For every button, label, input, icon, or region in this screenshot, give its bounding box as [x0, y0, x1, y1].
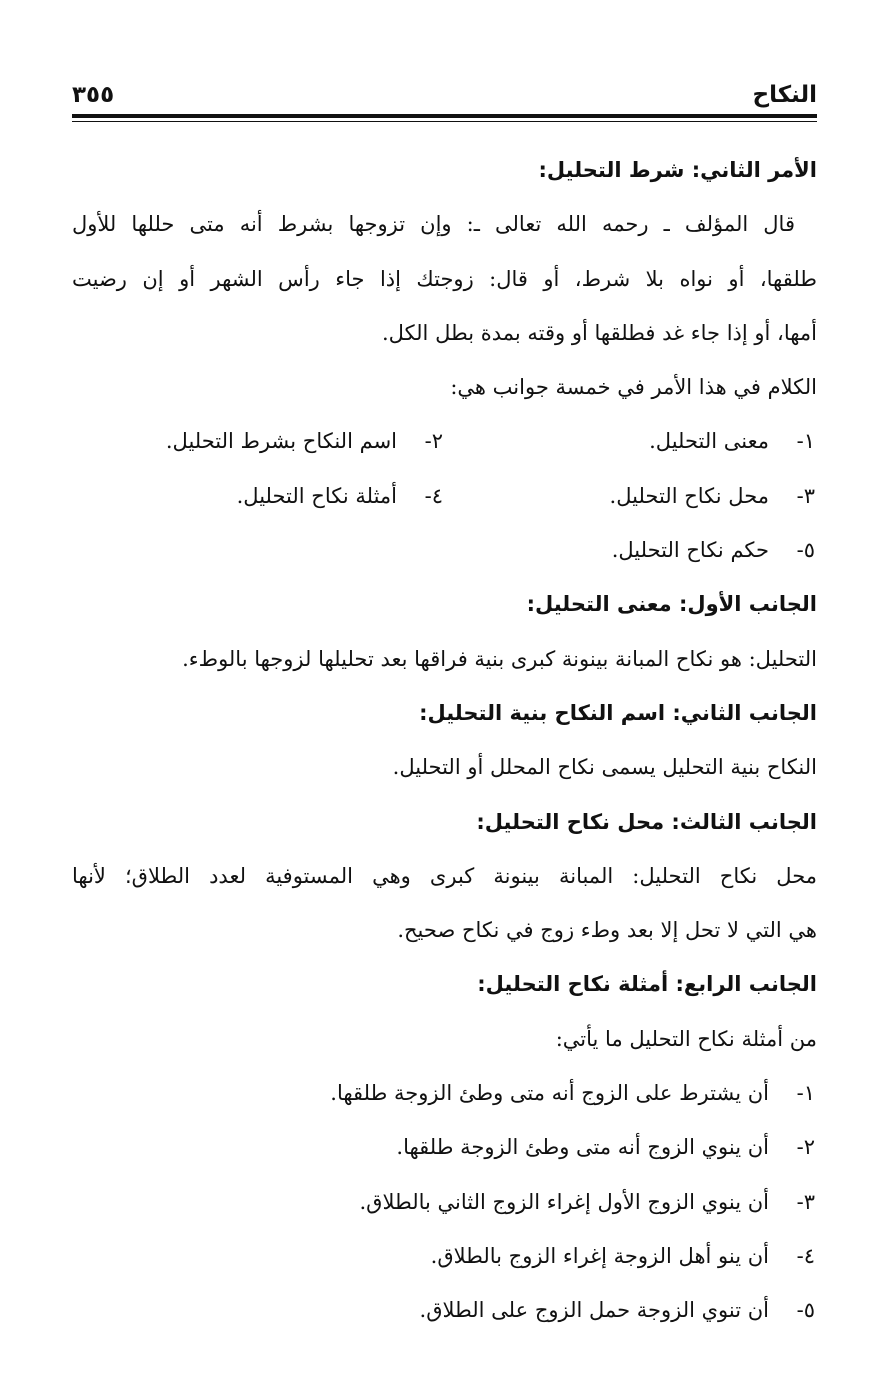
example-text: أن ينوي الزوج أنه متى وطئ الزوجة طلقها.: [396, 1135, 769, 1160]
example-number: ١-: [796, 1081, 815, 1106]
paragraph-line: أمها، أو إذا جاء غد فطلقها أو وقته بمدة بطل الكل.: [381, 320, 817, 345]
example-item: [72, 1283, 817, 1337]
aspect-item: [72, 469, 445, 523]
example-item: [72, 1066, 817, 1120]
header-rule-thin: [72, 121, 817, 122]
section-heading: الجانب الثاني: اسم النكاح بنية التحليل:: [419, 700, 817, 725]
example-item: [72, 1175, 817, 1229]
section-heading: الجانب الأول: معنى التحليل:: [526, 592, 817, 617]
aspect-text: محل نكاح التحليل.: [609, 483, 769, 508]
aspect-number: ٢-: [424, 429, 443, 454]
page-body: [72, 143, 817, 1338]
aspect-item: [72, 414, 445, 468]
section-heading: الأمر الثاني: شرط التحليل:: [538, 158, 817, 182]
paragraph-line: التحليل: هو نكاح المبانة بينونة كبرى بنية فراقها بعد تحليلها لزوجها بالوطء.: [182, 646, 817, 671]
section-heading: الجانب الرابع: أمثلة نكاح التحليل:: [477, 972, 817, 997]
aspect-item: [445, 469, 817, 523]
example-number: ٢-: [796, 1135, 815, 1160]
example-item: [72, 1229, 817, 1283]
page-number: ٣٥٥: [72, 82, 115, 108]
section-heading: الجانب الثالث: محل نكاح التحليل:: [476, 809, 817, 834]
paragraph-line: طلقها، أو نواه بلا شرط، أو قال: زوجتك إذا جاء رأس الشهر أو إن رضيت: [72, 266, 817, 291]
aspect-number: ٣-: [796, 483, 815, 508]
example-text: أن ينوي الزوج الأول إغراء الزوج الثاني بالطلاق.: [359, 1189, 769, 1214]
aspect-text: اسم النكاح بشرط التحليل.: [165, 429, 397, 454]
aspects-row: [72, 469, 817, 523]
aspect-text: معنى التحليل.: [649, 429, 769, 454]
paragraph-line: النكاح بنية التحليل يسمى نكاح المحلل أو التحليل.: [392, 755, 817, 780]
example-number: ٥-: [796, 1298, 815, 1323]
paragraph-line: قال المؤلف ـ رحمه الله تعالى ـ: وإن تزوجها بشرط أنه متى حللها للأول: [72, 212, 795, 237]
example-number: ٤-: [796, 1243, 815, 1268]
paragraph-line: هي التي لا تحل إلا بعد وطء زوج في نكاح صحيح.: [397, 918, 817, 943]
example-text: أن ينو أهل الزوجة إغراء الزوج بالطلاق.: [430, 1243, 769, 1268]
aspect-number: ١-: [796, 429, 815, 454]
aspect-number: ٤-: [424, 483, 443, 508]
paragraph-line: الكلام في هذا الأمر في خمسة جوانب هي:: [450, 375, 817, 400]
aspect-text: حكم نكاح التحليل.: [611, 538, 769, 563]
example-item: [72, 1120, 817, 1174]
example-text: أن تنوي الزوجة حمل الزوج على الطلاق.: [419, 1298, 769, 1323]
header-rule-thick: [72, 114, 817, 118]
aspect-item: [72, 523, 817, 577]
aspect-text: أمثلة نكاح التحليل.: [236, 483, 397, 508]
running-title: النكاح: [752, 82, 817, 108]
paragraph-line: من أمثلة نكاح التحليل ما يأتي:: [555, 1026, 817, 1051]
example-number: ٣-: [796, 1189, 815, 1214]
page-header: [72, 70, 817, 110]
aspects-row: [72, 414, 817, 468]
aspect-item: [445, 414, 817, 468]
example-text: أن يشترط على الزوج أنه متى وطئ الزوجة طلقها.: [330, 1081, 769, 1106]
paragraph-line: محل نكاح التحليل: المبانة بينونة كبرى وهي المستوفية لعدد الطلاق؛ لأنها: [72, 863, 817, 888]
aspect-number: ٥-: [796, 538, 815, 563]
